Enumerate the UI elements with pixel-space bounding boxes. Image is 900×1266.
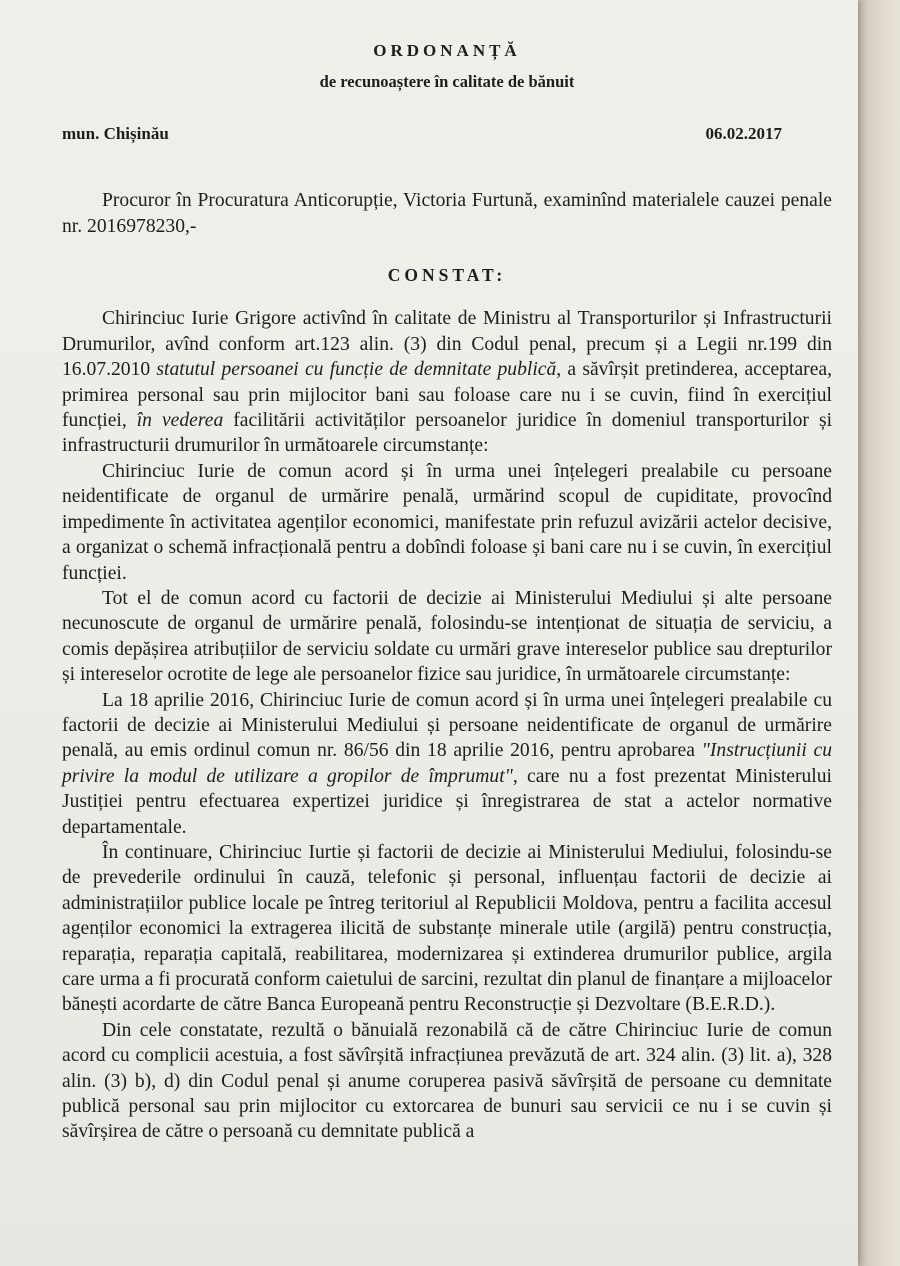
place-date-row — [62, 121, 832, 146]
paragraph-4-italic: "Instrucțiunii cu privire la modul de utilizare a gropilor de împrumut" — [62, 740, 832, 787]
document-content — [62, 38, 832, 1145]
paragraph-4-text-b: , care nu a fost prezentat Ministerului Justiției pentru efectuarea expertizei juridice și înregistrarea de stat a actelor normative departamentale. — [62, 765, 832, 838]
paragraph-1-text-a: Chirinciuc Iurie Grigore activînd în calitate de Ministru al Transporturilor și Infrastructurii Drumurilor, avînd conform art.123 alin. (3) din Codul penal, precum și a Legii nr.199 din 16.07.2010 — [62, 308, 832, 381]
paragraph-4 — [62, 688, 832, 840]
paragraph-1-italic-2: în vederea — [136, 410, 224, 432]
paragraph-4-text-a: La 18 aprilie 2016, Chirinciuc Iurie de comun acord și în urma unei înțelegeri prealabile cu factorii de decizie ai Ministerului Mediului și persoane neidentificate de organul de urmărire penală, au emis ordinul comun nr. 86/56 din 18 aprilie 2016, pentru aprobarea — [62, 689, 832, 762]
section-heading: CONSTAT: — [387, 265, 507, 286]
document-title: ORDONANȚĂ — [373, 41, 521, 60]
document-place: mun. Chișinău — [62, 123, 169, 143]
paragraph-1-text-b: , a săvîrșit pretinderea, acceptarea, primirea personal sau prin mijlocitor bani sau foloase care nu i se cuvin, fiind în exercițiul funcției, — [62, 359, 832, 432]
paragraph-1-text-c: facilitării activităților persoanelor juridice în domeniul transporturilor și infrastructurii drumurilor în următoarele circumstanțe: — [62, 410, 833, 457]
paragraph-1 — [62, 306, 832, 458]
document-subtitle: de recunoaștere în calitate de bănuit — [319, 72, 575, 92]
document-date: 06.02.2017 — [705, 123, 782, 143]
paragraph-2: Chirinciuc Iurie de comun acord și în urma unei înțelegeri prealabile cu persoane neidentificate de organul de urmărire penală, urmărind scopul de cupiditate, provocînd impedimente în activitatea agenților economici, manifestate prin refuzul avizării actelor decisive, a organizat o schemă infracțională pentru a dobîndi foloase și bani care nu i se cuvin, în exercițiul funcției. — [62, 460, 832, 584]
paragraph-1-italic: statutul persoanei cu funcție de demnitate publică — [156, 359, 557, 381]
paragraph-6: Din cele constatate, rezultă o bănuială rezonabilă că de către Chirinciuc Iurie de comun acord cu complicii acestuia, a fost săvîrșită infracțiunea prevăzută de art. 324 alin. (3) lit. a), 328 alin. (3) b), d) din Codul penal și anume coruperea pasivă săvîrșită de persoane cu demnitate publică personal sau prin mijlocitor cu extorcarea de bunuri sau servicii ce nu i se cuvin și săvîrșirea de către o persoană cu demnitate publică a — [62, 1019, 832, 1143]
paragraph-3: Tot el de comun acord cu factorii de decizie ai Ministerului Mediului și alte persoane necunoscute de organul de urmărire penală, folosindu-se intenționat de situația de serviciu, a comis depășirea atribuțiilor de serviciu soldate cu urmări grave intereselor publice sau drepturilor și intereselor ocrotite de lege ale persoanelor fizice sau juridice, în următoarele circumstanțe: — [62, 587, 832, 686]
page-edge-background — [852, 0, 900, 1266]
intro-paragraph: Procuror în Procuratura Anticorupție, Victoria Furtună, examinînd materialele cauzei penale nr. 2016978230,- — [62, 190, 832, 237]
paragraph-5: În continuare, Chirinciuc Iurtie și factorii de decizie ai Ministerului Mediului, folosindu-se de prevederile ordinului în cauză, telefonic și personal, influențau factorii de decizie ai administrațiilor publice locale pe întreg teritoriul al Republicii Moldova, pentru a facilita accesul agenților economici la extragerea ilicită de substanțe minerale utile (argilă) pentru construcția, reparația, reparația capitală, reabilitarea, modernizarea și extinderea drumurilor publice, argila care urma a fi procurată conform caietului de sarcini, rezultat din planul de finanțare a mijloacelor bănești acordarte de către Banca Europeană pentru Reconstrucție și Dezvoltare (B.E.R.D.). — [62, 841, 832, 1016]
